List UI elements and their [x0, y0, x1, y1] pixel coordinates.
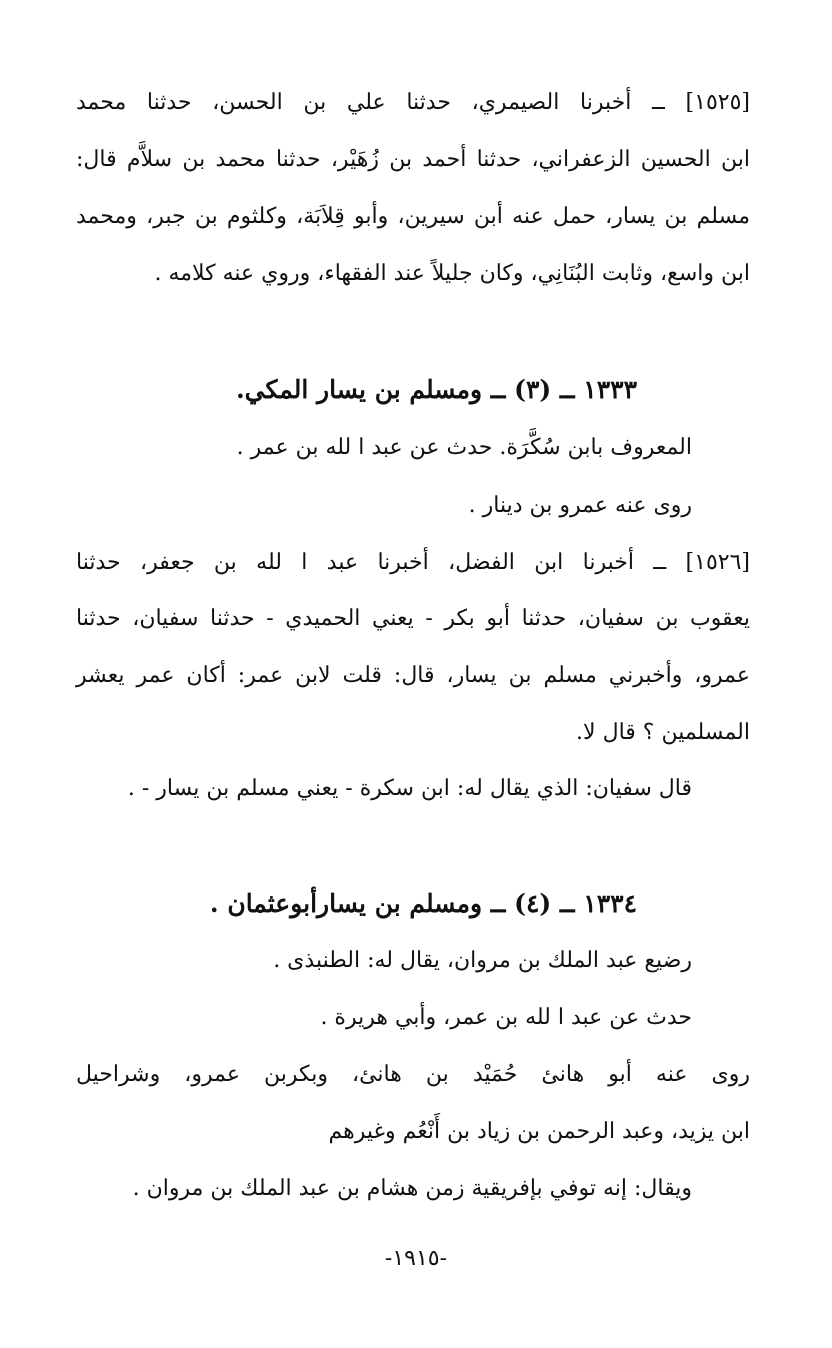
entry-1334-line-3: روى عنه أبو هانئ حُمَيْد بن هانئ، وبكربن عمرو، وشراحيل	[76, 1062, 750, 1087]
entry-1333-heading: ١٣٣٣ ــ (٣) ــ ومسلم بن يسار المكي.	[235, 375, 637, 404]
entry-1333-line-1: المعروف بابن سُكَّرَة. حدث عن عبد ا لله بن عمر .	[236, 435, 692, 460]
entry-1526-line-3: عمرو، وأخبرني مسلم بن يسار، قال: قلت لابن عمر: أكان عمر يعشر	[76, 663, 750, 688]
entry-1526-line-4: المسلمين ؟ قال لا.	[576, 720, 750, 745]
entry-1525-line-4: ابن واسع، وثابت البُنَانِي، وكان جليلاً عند الفقهاء، وروي عنه كلامه .	[154, 261, 750, 286]
entry-1526-line-5: قال سفيان: الذي يقال له: ابن سكرة - يعني مسلم بن يسار - .	[127, 776, 692, 801]
entry-1334-line-1: رضيع عبد الملك بن مروان، يقال له: الطنبذى .	[273, 948, 692, 973]
entry-1334-line-5: ويقال: إنه توفي بإفريقية زمن هشام بن عبد الملك بن مروان .	[132, 1176, 692, 1201]
page-number: -١٩١٥-	[384, 1246, 448, 1271]
entry-1334-line-4: ابن يزيد، وعبد الرحمن بن زياد بن أَنْعُم وغيرهم	[328, 1119, 750, 1144]
entry-1525-line-1: [١٥٢٥] ــ أخبرنا الصيمري، حدثنا علي بن الحسن، حدثنا محمد	[76, 90, 750, 115]
entry-1334-heading: ١٣٣٤ ــ (٤) ــ ومسلم بن يسارأبوعثمان .	[209, 889, 637, 918]
entry-1334-line-2: حدث عن عبد ا لله بن عمر، وأبي هريرة .	[320, 1005, 692, 1030]
entry-1525-line-2: ابن الحسين الزعفراني، حدثنا أحمد بن زُهَيْر، حدثنا محمد بن سلاَّم قال:	[76, 147, 750, 172]
entry-1333-line-2: روى عنه عمرو بن دينار .	[468, 493, 692, 518]
entry-1525-line-3: مسلم بن يسار، حمل عنه أبن سيرين، وأبو قِلاَبَة، وكلثوم بن جبر، ومحمد	[76, 204, 750, 229]
entry-1526-line-1: [١٥٢٦] ــ أخبرنا ابن الفضل، أخبرنا عبد ا لله بن جعفر، حدثنا	[76, 550, 750, 575]
entry-1526-line-2: يعقوب بن سفيان، حدثنا أبو بكر - يعني الحميدي - حدثنا سفيان، حدثنا	[76, 606, 750, 631]
